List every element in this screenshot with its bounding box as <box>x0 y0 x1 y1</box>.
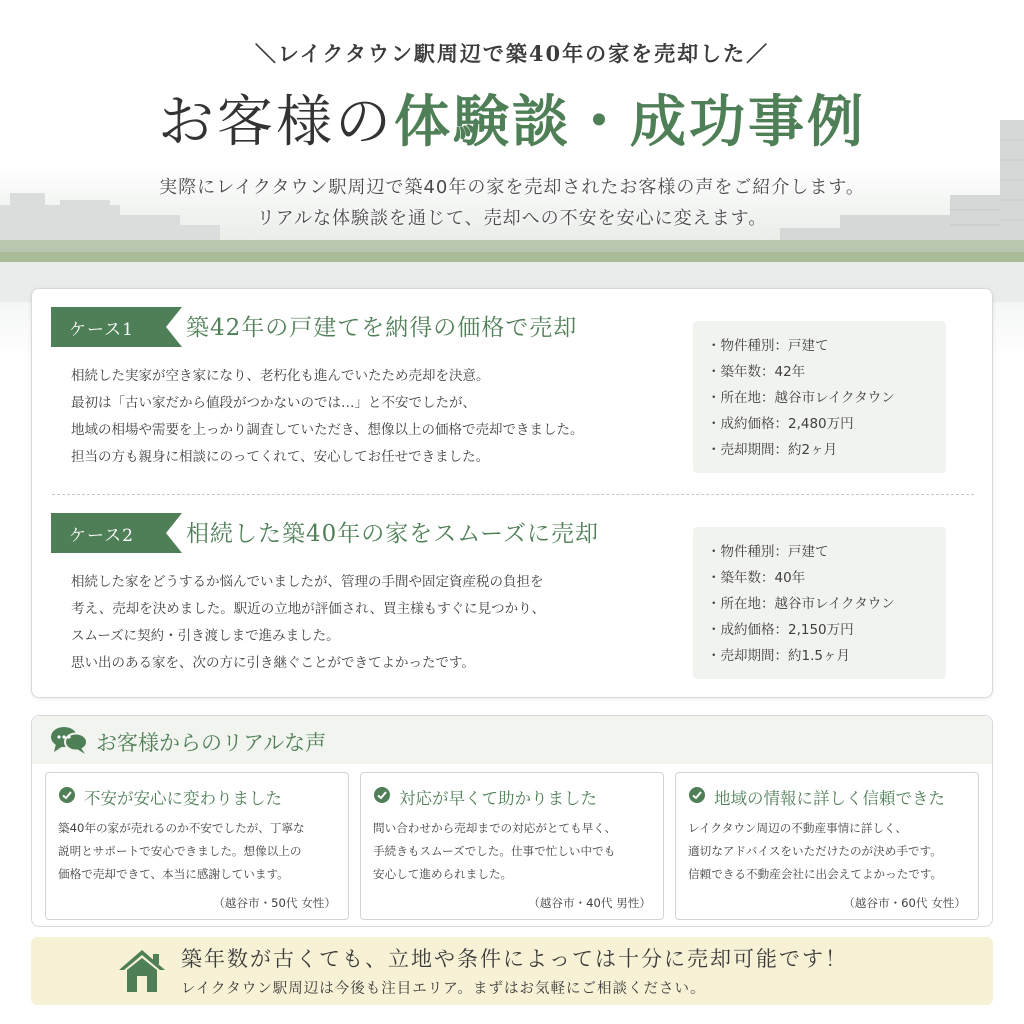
voices-title: お客様からのリアルな声 <box>96 731 327 755</box>
voice-author: （越谷市・50代 女性） <box>213 896 336 910</box>
voice-card <box>45 772 349 920</box>
building-age: ・築年数：42年 <box>707 364 806 380</box>
voice-card <box>675 772 979 920</box>
case-description-line: 考え、売却を決めました。駅近の立地が評価され、買主様もすぐに見つかり、 <box>71 601 546 617</box>
voice-text-line: 信頼できる不動産会社に出会えてよかったです。 <box>688 867 943 881</box>
voice-text-line: レイクタウン周辺の不動産事情に詳しく、 <box>688 821 908 835</box>
voice-text-line: 適切なアドバイスをいただけたのが決め手です。 <box>688 844 942 858</box>
case-description-line: 担当の方も親身に相談にのってくれて、安心してお任せできました。 <box>71 449 490 465</box>
building-age: ・築年数：40年 <box>707 570 806 586</box>
sale-price: ・成約価格：2,480万円 <box>707 416 854 432</box>
intro-text <box>0 172 1024 234</box>
case-description-line: 相続した実家が空き家になり、老朽化も進んでいたため売却を決意。 <box>71 368 490 384</box>
case-badge: ケース1 <box>51 307 166 347</box>
cta-banner <box>31 937 993 1005</box>
voice-title: 地域の情報に詳しく信頼できた <box>714 789 945 808</box>
voice-text <box>373 817 657 886</box>
sale-period: ・売却期間：約1.5ヶ月 <box>707 648 850 664</box>
case-description-line: スムーズに契約・引き渡しまで進みました。 <box>71 628 340 644</box>
voices-header <box>32 716 992 764</box>
voice-text-line: 手続きもスムーズでした。仕事で忙しい中でも <box>373 844 616 858</box>
page-title-prefix: お客様の <box>158 90 394 155</box>
property-location: ・所在地：越谷市レイクタウン <box>707 596 895 612</box>
sale-price: ・成約価格：2,150万円 <box>707 622 854 638</box>
check-circle-icon <box>58 786 76 808</box>
property-info-box <box>693 321 946 473</box>
voice-text-line: 価格で売却できて、本当に感謝しています。 <box>58 867 289 881</box>
voice-author: （越谷市・40代 男性） <box>528 896 651 910</box>
voice-title: 対応が早くて助かりました <box>399 789 597 808</box>
case-description-line: 相続した家をどうするか悩んでいましたが、管理の手間や固定資産税の負担を <box>71 574 544 590</box>
banner-headline: 築年数が古くても、立地や条件によっては十分に売却可能です！ <box>181 947 848 971</box>
tagline: ＼レイクタウン駅周辺で築40年の家を売却した／ <box>254 41 770 66</box>
house-icon <box>117 948 167 998</box>
voice-author: （越谷市・60代 女性） <box>843 896 966 910</box>
property-type: ・物件種別：戸建て <box>707 544 829 560</box>
voice-card <box>360 772 664 920</box>
customer-voices-section <box>31 715 993 927</box>
case-description-line: 思い出のある家を、次の方に引き継ぐことができてよかったです。 <box>71 655 475 671</box>
intro-line: リアルな体験談を通じて、売却への不安を安心に変えます。 <box>256 208 768 229</box>
voice-title: 不安が安心に変わりました <box>84 789 282 808</box>
case-badge: ケース2 <box>51 513 166 553</box>
voice-text-line: 安心して進められました。 <box>373 867 513 881</box>
case-title: 築42年の戸建てを納得の価格で売却 <box>186 315 578 341</box>
voice-text-line: 築40年の家が売れるのか不安でしたが、丁寧な <box>58 821 305 835</box>
case-description <box>71 363 691 471</box>
check-circle-icon <box>373 786 391 808</box>
check-circle-icon <box>688 786 706 808</box>
page-title-highlight: 体験談・成功事例 <box>394 89 866 155</box>
voice-text-line: 説明とサポートで安心できました。想像以上の <box>58 844 302 858</box>
sale-period: ・売却期間：約2ヶ月 <box>707 442 838 458</box>
property-type: ・物件種別：戸建て <box>707 338 829 354</box>
property-info-box <box>693 527 946 679</box>
chat-bubbles-icon <box>50 725 88 759</box>
banner-subtext: レイクタウン駅周辺は今後も注目エリア。まずはお気軽にご相談ください。 <box>181 981 706 997</box>
case-description <box>71 569 691 677</box>
property-location: ・所在地：越谷市レイクタウン <box>707 390 895 406</box>
voice-text-line: 問い合わせから売却までの対応がとても早く、 <box>373 821 617 835</box>
case-description-line: 地域の相場や需要を上っかり調査していただき、想像以上の価格で売却できました。 <box>71 422 584 438</box>
case-description-line: 最初は「古い家だから値段がつかないのでは…」と不安でしたが、 <box>71 395 476 411</box>
intro-line: 実際にレイクタウン駅周辺で築40年の家を売却されたお客様の声をご紹介します。 <box>159 177 865 198</box>
case-2 <box>32 495 994 695</box>
page-title <box>0 78 1024 158</box>
voice-text <box>688 817 972 886</box>
case-studies-card <box>31 288 993 698</box>
case-1 <box>32 289 994 489</box>
voice-text <box>58 817 342 886</box>
case-title: 相続した築40年の家をスムーズに売却 <box>186 521 599 547</box>
